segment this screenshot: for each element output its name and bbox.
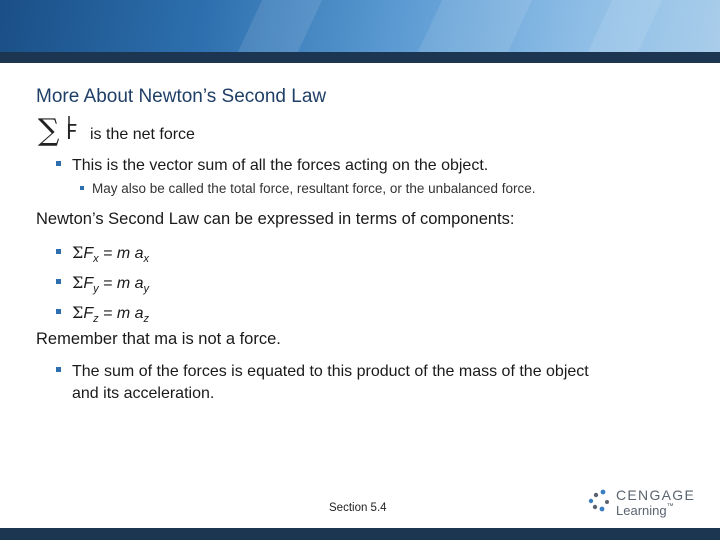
remember-heading: Remember that ma is not a force.: [36, 330, 281, 348]
banner-shard: [238, 0, 322, 52]
equation-z: [56, 303, 149, 325]
bullet-item: [56, 363, 589, 381]
summation-symbol: ∑: [38, 113, 60, 148]
sigma-symbol: Σ: [72, 243, 84, 262]
header-bar: [0, 52, 720, 63]
bullet-text: This is the vector sum of all the forces acting on the object.: [72, 157, 489, 174]
bullet-icon: [56, 249, 61, 254]
equation-x: [56, 243, 149, 265]
bullet-text: The sum of the forces is equated to this product of the mass of the object: [72, 363, 589, 380]
bullet-icon: [56, 161, 61, 166]
acceleration-subscript: y: [143, 283, 149, 296]
force-vector-symbol: F: [66, 120, 78, 144]
logo-text-cengage: CENGAGE: [616, 487, 696, 503]
net-force-text: is the net force: [90, 126, 195, 143]
force-symbol: F: [83, 275, 94, 292]
axis-subscript: z: [93, 313, 99, 326]
net-force-definition: [38, 113, 438, 156]
cengage-mark-icon: [586, 489, 612, 517]
bullet-continuation: and its acceleration.: [72, 385, 215, 402]
axis-subscript: x: [93, 253, 99, 266]
banner-shard: [418, 0, 532, 52]
bullet-item: [56, 157, 488, 175]
slide-title: More About Newton’s Second Law: [36, 86, 327, 107]
bullet-icon: [56, 279, 61, 284]
force-symbol: F: [83, 305, 94, 322]
logo-text-learning: [616, 503, 674, 518]
bullet-icon: [56, 309, 61, 314]
footer-bar: [0, 528, 720, 540]
sub-bullet-text: May also be called the total force, resultant force, or the unbalanced force.: [92, 181, 536, 196]
acceleration-subscript: z: [143, 313, 149, 326]
section-label: Section 5.4: [329, 502, 387, 514]
cengage-logo: [586, 486, 696, 520]
equation-rhs: = m a: [98, 305, 144, 322]
bullet-icon: [56, 367, 61, 372]
logo-learning-word: Learning: [616, 503, 667, 518]
equation-rhs: = m a: [98, 275, 144, 292]
trademark-symbol: ™: [666, 503, 674, 510]
equation-y: [56, 273, 149, 295]
sigma-symbol: Σ: [72, 273, 84, 292]
components-heading: Newton’s Second Law can be expressed in terms of components:: [36, 210, 515, 228]
force-symbol: F: [83, 245, 94, 262]
acceleration-subscript: x: [143, 253, 149, 266]
sigma-symbol: Σ: [72, 303, 84, 322]
banner-shard: [588, 0, 662, 52]
equation-rhs: = m a: [98, 245, 144, 262]
top-banner: [0, 0, 720, 52]
bullet-icon: [80, 186, 84, 190]
axis-subscript: y: [93, 283, 99, 296]
sub-bullet-item: [80, 181, 536, 196]
